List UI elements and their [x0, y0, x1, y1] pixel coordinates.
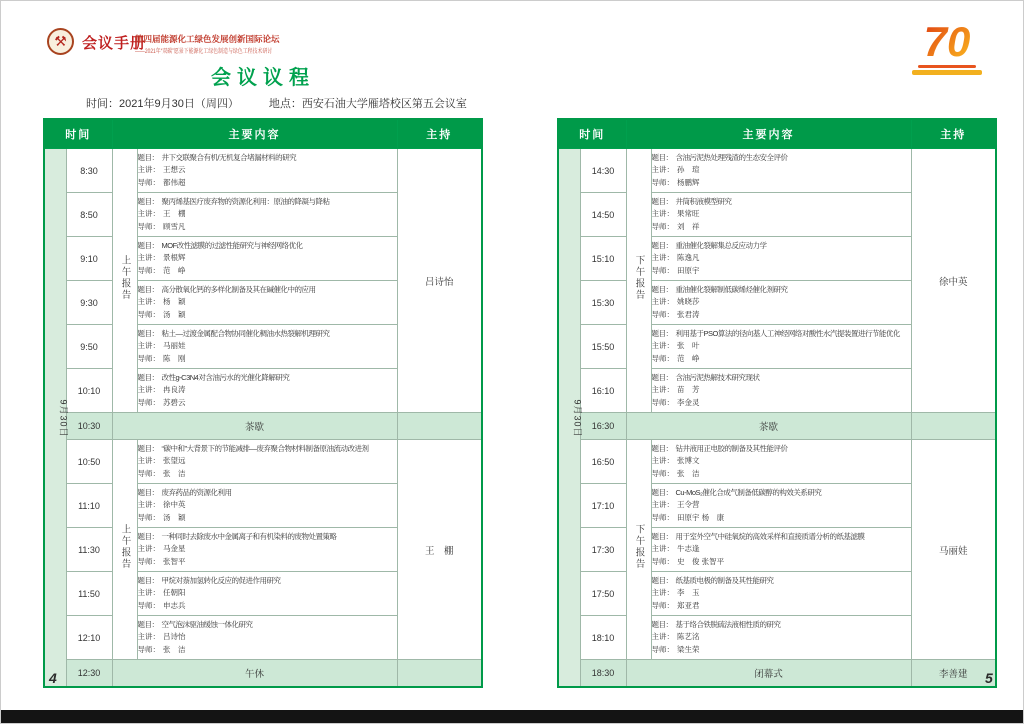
host-cell: 李善建 [911, 660, 996, 688]
advisor-line: 导师： 史 俊 张智平 [651, 556, 725, 566]
advisor-line: 导师： 张 洁 [137, 468, 186, 478]
speaker-line: 主讲： 吕诗怡 [137, 632, 186, 642]
speaker-line: 主讲： 牛志逢 [651, 544, 700, 554]
speaker-line: 主讲： 马丽娃 [137, 341, 186, 351]
speaker-line: 主讲： 王想云 [137, 165, 186, 175]
break-row [44, 660, 482, 688]
topic-line: 题目： 高分散氧化钙的多样化制备及其在碱催化中的应用 [137, 284, 316, 294]
content-cell [137, 325, 397, 369]
advisor-line: 导师： 梁生荣 [651, 644, 700, 654]
topic-line: 题目： “碳中和”大背景下的节能减排—废弃聚合物材料制备原油流动改进剂 [137, 443, 369, 453]
break-label: 午休 [112, 660, 397, 688]
advisor-line: 导师： 李金灵 [651, 397, 700, 407]
content-cell [651, 193, 911, 237]
time-cell: 16:10 [580, 369, 626, 413]
topic-line: 题目： 纸基质电极的制备及其性能研究 [651, 575, 774, 585]
time-cell: 11:50 [66, 572, 112, 616]
time-cell: 12:10 [66, 616, 112, 660]
page-title: 会议议程 [211, 67, 315, 89]
speaker-line: 主讲： 冉良涛 [137, 385, 186, 395]
topic-line: 题目： 改性g-C3N4对含油污水的光催化降解研究 [137, 372, 290, 382]
time-cell: 18:10 [580, 616, 626, 660]
anniversary-logo [904, 18, 990, 75]
time-cell: 10:30 [66, 413, 112, 440]
time-cell: 15:30 [580, 281, 626, 325]
speaker-line: 主讲： 景根辉 [137, 253, 186, 263]
advisor-line: 导师： 张 洁 [137, 644, 186, 654]
content-cell [651, 281, 911, 325]
forum-subtitle [135, 33, 302, 55]
topic-line: 题目： 钻井液用正电胶的制备及其性能评价 [651, 443, 788, 453]
topic-line: 题目： 空气泡沫驱油缓蚀一体化研究 [137, 619, 253, 629]
meeting-place: 地点：西安石油大学雁塔校区第五会议室 [268, 98, 467, 110]
content-cell [651, 484, 911, 528]
advisor-line: 导师： 顾雪凡 [137, 221, 186, 231]
speaker-line: 主讲： 张博文 [651, 456, 700, 466]
advisor-line: 导师： 汤 颖 [137, 309, 186, 319]
col-header-host: 主持 [397, 119, 482, 149]
content-cell [137, 369, 397, 413]
topic-line: 题目： 聚丙烯基医疗废弃物的资源化利用：原油的降凝与降粘 [137, 196, 330, 206]
agenda-row [558, 440, 996, 484]
content-cell [651, 325, 911, 369]
content-cell [651, 149, 911, 193]
agenda-row [44, 440, 482, 484]
break-label: 茶歇 [626, 413, 911, 440]
forum-seal-icon: ⚒ [47, 28, 74, 55]
host-cell: 王 棚 [397, 440, 482, 660]
host-cell [397, 413, 482, 440]
advisor-line: 导师： 苏碧云 [137, 397, 186, 407]
time-cell: 18:30 [580, 660, 626, 688]
speaker-line: 主讲： 张望远 [137, 456, 186, 466]
col-header-time: 时间 [558, 119, 626, 149]
time-cell: 16:30 [580, 413, 626, 440]
advisor-line: 导师： 张智平 [137, 556, 186, 566]
session-label-cell: 下午报告 [626, 149, 651, 413]
speaker-line: 主讲： 姚晓莎 [651, 297, 700, 307]
speaker-line: 主讲： 李 玉 [651, 588, 700, 598]
topic-line: 题目： 含油污泥热解技术研究现状 [651, 372, 760, 382]
time-cell: 10:50 [66, 440, 112, 484]
forum-tagline: ——2021年“双碳”愿景下能源化工绿色制造与绿色工程技术研讨 [135, 49, 273, 55]
time-cell: 17:50 [580, 572, 626, 616]
host-cell [397, 660, 482, 688]
content-cell [137, 616, 397, 660]
col-header-content: 主要内容 [112, 119, 397, 149]
col-header-content: 主要内容 [626, 119, 911, 149]
handbook-title: 会议手册 [82, 35, 147, 52]
time-cell: 17:10 [580, 484, 626, 528]
time-cell: 9:30 [66, 281, 112, 325]
topic-line: 题目： MOF改性滤膜的过滤性能研究与神经网络优化 [137, 240, 303, 250]
speaker-line: 主讲： 陈逸凡 [651, 253, 700, 263]
advisor-line: 导师： 郑亚君 [651, 600, 700, 610]
content-cell [651, 440, 911, 484]
advisor-line: 导师： 范 峥 [651, 353, 700, 363]
speaker-line: 主讲： 孙 瑄 [651, 165, 700, 175]
time-cell: 14:30 [580, 149, 626, 193]
break-label: 闭幕式 [626, 660, 911, 688]
speaker-line: 主讲： 王 棚 [137, 209, 186, 219]
speaker-line: 主讲： 杨 颖 [137, 297, 186, 307]
time-cell: 12:30 [66, 660, 112, 688]
time-cell: 11:30 [66, 528, 112, 572]
content-cell [137, 528, 397, 572]
content-cell [651, 572, 911, 616]
topic-line: 题目： 粘土—过渡金属配合物协同催化稠油水热裂解机理研究 [137, 328, 330, 338]
time-cell: 10:10 [66, 369, 112, 413]
topic-line: 题目： 重油催化裂解集总反应动力学 [651, 240, 767, 250]
speaker-line: 主讲： 苗 芳 [651, 385, 700, 395]
speaker-line: 主讲： 马金星 [137, 544, 186, 554]
speaker-line: 主讲： 任朝阳 [137, 588, 186, 598]
host-cell: 吕诗怡 [397, 149, 482, 413]
meeting-info-line [86, 95, 467, 111]
host-cell: 徐中英 [911, 149, 996, 413]
content-cell [137, 237, 397, 281]
date-cell: 9月30日 [44, 149, 66, 688]
date-cell: 9月30日 [558, 149, 580, 688]
time-cell: 16:50 [580, 440, 626, 484]
break-row [44, 413, 482, 440]
session-label-cell: 上午报告 [112, 149, 137, 413]
content-cell [651, 528, 911, 572]
break-label: 茶歇 [112, 413, 397, 440]
table-header-row [558, 119, 996, 149]
host-cell [911, 413, 996, 440]
content-cell [137, 149, 397, 193]
advisor-line: 导师： 陈 刚 [137, 353, 186, 363]
forum-name: 第四届能源化工绿色发展创新国际论坛 [135, 34, 280, 44]
agenda-row [558, 149, 996, 193]
content-cell [651, 616, 911, 660]
topic-line: 题目： Cu-MoS₂催化合成气制备低碳醇的构效关系研究 [651, 487, 822, 497]
agenda-row [44, 149, 482, 193]
page-number-right: 5 [985, 670, 993, 686]
anniversary-decoration-bar [912, 70, 982, 75]
content-cell [137, 281, 397, 325]
advisor-line: 导师： 田原宇 杨 康 [651, 512, 725, 522]
advisor-line: 导师： 汤 颖 [137, 512, 186, 522]
topic-line: 题目： 废弃药品的资源化利用 [137, 487, 232, 497]
anniversary-70-icon: 70 [904, 21, 990, 63]
topic-line: 题目： 基于络合铁脱硫法液相性质的研究 [651, 619, 781, 629]
time-cell: 9:10 [66, 237, 112, 281]
host-cell: 马丽娃 [911, 440, 996, 660]
advisor-line: 导师： 田原宇 [651, 265, 700, 275]
topic-line: 题目： 井下交联聚合有机/无机复合堵漏材料的研究 [137, 152, 297, 162]
topic-line: 题目： 含油污泥热处理残渣的生态安全评价 [651, 152, 788, 162]
advisor-line: 导师： 刘 祥 [651, 221, 700, 231]
speaker-line: 主讲： 陈艺洺 [651, 632, 700, 642]
content-cell [651, 237, 911, 281]
time-cell: 14:50 [580, 193, 626, 237]
anniversary-decoration-bar [918, 65, 976, 68]
speaker-line: 主讲： 果常旺 [651, 209, 700, 219]
topic-line: 题目： 利用基于PSO算法的径向基人工神经网络对酸性水汽提装置进行节能优化 [651, 328, 900, 338]
topic-line: 题目： 一种同时去除废水中金属离子和有机染料的废物处置策略 [137, 531, 337, 541]
break-row [558, 660, 996, 688]
topic-line: 题目： 用于室外空气中硅氧烷的高效采样和直接质谱分析的纸基滤膜 [651, 531, 865, 541]
advisor-line: 导师： 申志兵 [137, 600, 186, 610]
meeting-time: 时间：2021年9月30日（周四） [86, 98, 239, 110]
topic-line: 题目： 甲烷对萘加氢转化反应的促进作用研究 [137, 575, 281, 585]
content-cell [137, 193, 397, 237]
speaker-line: 主讲： 徐中英 [137, 500, 186, 510]
content-cell [137, 484, 397, 528]
session-label-cell: 上午报告 [112, 440, 137, 660]
time-cell: 15:50 [580, 325, 626, 369]
agenda-table-morning [43, 118, 483, 688]
time-cell: 9:50 [66, 325, 112, 369]
page-number-left: 4 [49, 670, 57, 686]
content-cell [137, 572, 397, 616]
time-cell: 8:30 [66, 149, 112, 193]
col-header-time: 时间 [44, 119, 112, 149]
time-cell: 15:10 [580, 237, 626, 281]
topic-line: 题目： 井筒积液模型研究 [651, 196, 732, 206]
time-cell: 8:50 [66, 193, 112, 237]
time-cell: 17:30 [580, 528, 626, 572]
advisor-line: 导师： 张君涛 [651, 309, 700, 319]
content-cell [137, 440, 397, 484]
session-label-cell: 下午报告 [626, 440, 651, 660]
advisor-line: 导师： 都伟超 [137, 177, 186, 187]
agenda-table-afternoon [557, 118, 997, 688]
advisor-line: 导师： 张 洁 [651, 468, 700, 478]
time-cell: 11:10 [66, 484, 112, 528]
bottom-black-bar [1, 710, 1023, 723]
speaker-line: 主讲： 王令营 [651, 500, 700, 510]
table-header-row [44, 119, 482, 149]
content-cell [651, 369, 911, 413]
advisor-line: 导师： 杨鹏辉 [651, 177, 700, 187]
speaker-line: 主讲： 张 叶 [651, 341, 700, 351]
break-row [558, 413, 996, 440]
topic-line: 题目： 重油催化裂解制低碳烯烃催化剂研究 [651, 284, 788, 294]
col-header-host: 主持 [911, 119, 996, 149]
advisor-line: 导师： 范 峥 [137, 265, 186, 275]
